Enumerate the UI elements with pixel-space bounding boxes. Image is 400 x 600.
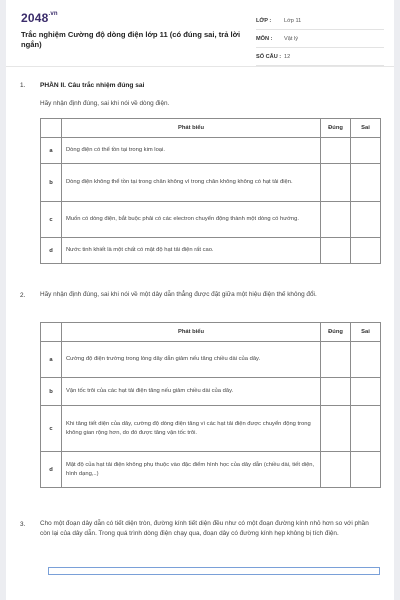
answer-input[interactable] — [48, 567, 380, 575]
statement-text: Khi tăng tiết diện của dây, cường độ dòng điện tăng vì các hạt tải điện được chuyển động trong không gian rộng hơn, do đó được tăng vận tốc trôi. — [62, 406, 321, 452]
statement-label: b — [41, 378, 62, 406]
statement-text: Vận tốc trôi của các hạt tải điện tăng nếu giảm chiều dài của dây. — [62, 378, 321, 406]
table-row — [41, 238, 381, 264]
table-header-statement: Phát biểu — [62, 323, 321, 342]
table-header-true: Đúng — [321, 323, 351, 342]
statement-label: d — [41, 452, 62, 488]
true-cell[interactable] — [321, 452, 351, 488]
statement-text: Dòng điện không thể tồn tại trong chân không vì trong chân không không có hạt tải điện. — [62, 164, 321, 202]
document-page — [6, 0, 394, 600]
question-prompt: Cho một đoạn dây dẫn có tiết diện tròn, đường kính tiết diện đều như có một đoạn đường kính nhỏ hơn so với phần còn lại của dây dẫn. Trong quá trình dòng điện chạy qua, đoạn dây có đường kính hẹp không bị tích điện. — [40, 520, 369, 537]
header-divider — [6, 66, 394, 67]
question-number: 3. — [20, 521, 26, 528]
statement-text: Cường độ điện trường trong lòng dây dẫn giảm nếu tăng chiều dài của dây. — [62, 342, 321, 378]
true-cell[interactable] — [321, 164, 351, 202]
table-row — [41, 138, 381, 164]
logo-text: 2048 — [21, 11, 49, 25]
question-prompt: Hãy nhận định đúng, sai khi nói về dòng điện. — [40, 100, 170, 107]
question-number: 2. — [20, 292, 26, 299]
section-title: PHẦN II. Câu trắc nhiệm đúng sai — [40, 82, 145, 89]
false-cell[interactable] — [351, 406, 381, 452]
statement-text: Mật độ của hạt tải điện không phụ thuộc vào đặc điểm hình học của dây dẫn (chiều dài, tiết diện, hình dạng,..) — [62, 452, 321, 488]
table-header-statement: Phát biểu — [62, 119, 321, 138]
table-header-false: Sai — [351, 323, 381, 342]
true-false-table — [40, 322, 381, 488]
statement-text: Nước tinh khiết là một chất có mật độ hạt tải điện rất cao. — [62, 238, 321, 264]
logo-suffix: .vn — [48, 11, 58, 17]
table-row — [41, 164, 381, 202]
true-cell[interactable] — [321, 202, 351, 238]
false-cell[interactable] — [351, 452, 381, 488]
question-prompt: Hãy nhận định đúng, sai khi nói về một dây dẫn thẳng được đặt giữa một hiệu điện thế không đổi. — [40, 291, 317, 298]
statement-label: c — [41, 406, 62, 452]
meta-key: SỐ CÂU : — [256, 53, 282, 60]
statement-label: c — [41, 202, 62, 238]
meta-value: Vật lý — [284, 35, 298, 42]
statement-label: d — [41, 238, 62, 264]
meta-key: LỚP : — [256, 17, 272, 24]
false-cell[interactable] — [351, 202, 381, 238]
false-cell[interactable] — [351, 378, 381, 406]
true-cell[interactable] — [321, 342, 351, 378]
statement-label: a — [41, 342, 62, 378]
false-cell[interactable] — [351, 342, 381, 378]
document-title: Trắc nghiệm Cường độ dòng điện lớp 11 (có đúng sai, trả lời ngắn) — [21, 30, 241, 49]
site-logo[interactable] — [21, 11, 58, 25]
table-row — [41, 452, 381, 488]
statement-label: b — [41, 164, 62, 202]
meta-value: 12 — [284, 53, 291, 60]
question-number: 1. — [20, 82, 26, 89]
false-cell[interactable] — [351, 238, 381, 264]
table-header-label — [41, 119, 62, 138]
false-cell[interactable] — [351, 164, 381, 202]
statement-text: Dòng điện có thể tồn tại trong kim loại. — [62, 138, 321, 164]
meta-value: Lớp 11 — [284, 17, 302, 24]
meta-row-class — [256, 12, 384, 30]
table-row — [41, 202, 381, 238]
true-false-table — [40, 118, 381, 264]
statement-label: a — [41, 138, 62, 164]
meta-key: MÔN : — [256, 35, 273, 42]
meta-row-subject — [256, 30, 384, 48]
true-cell[interactable] — [321, 378, 351, 406]
true-cell[interactable] — [321, 406, 351, 452]
statement-text: Muốn có dòng điện, bắt buộc phải có các electron chuyển động thành một dòng có hướng. — [62, 202, 321, 238]
true-cell[interactable] — [321, 238, 351, 264]
false-cell[interactable] — [351, 138, 381, 164]
table-row — [41, 342, 381, 378]
table-row — [41, 406, 381, 452]
table-header-false: Sai — [351, 119, 381, 138]
meta-info — [256, 12, 384, 66]
table-row — [41, 378, 381, 406]
meta-row-count — [256, 48, 384, 66]
true-cell[interactable] — [321, 138, 351, 164]
table-header-label — [41, 323, 62, 342]
table-header-true: Đúng — [321, 119, 351, 138]
